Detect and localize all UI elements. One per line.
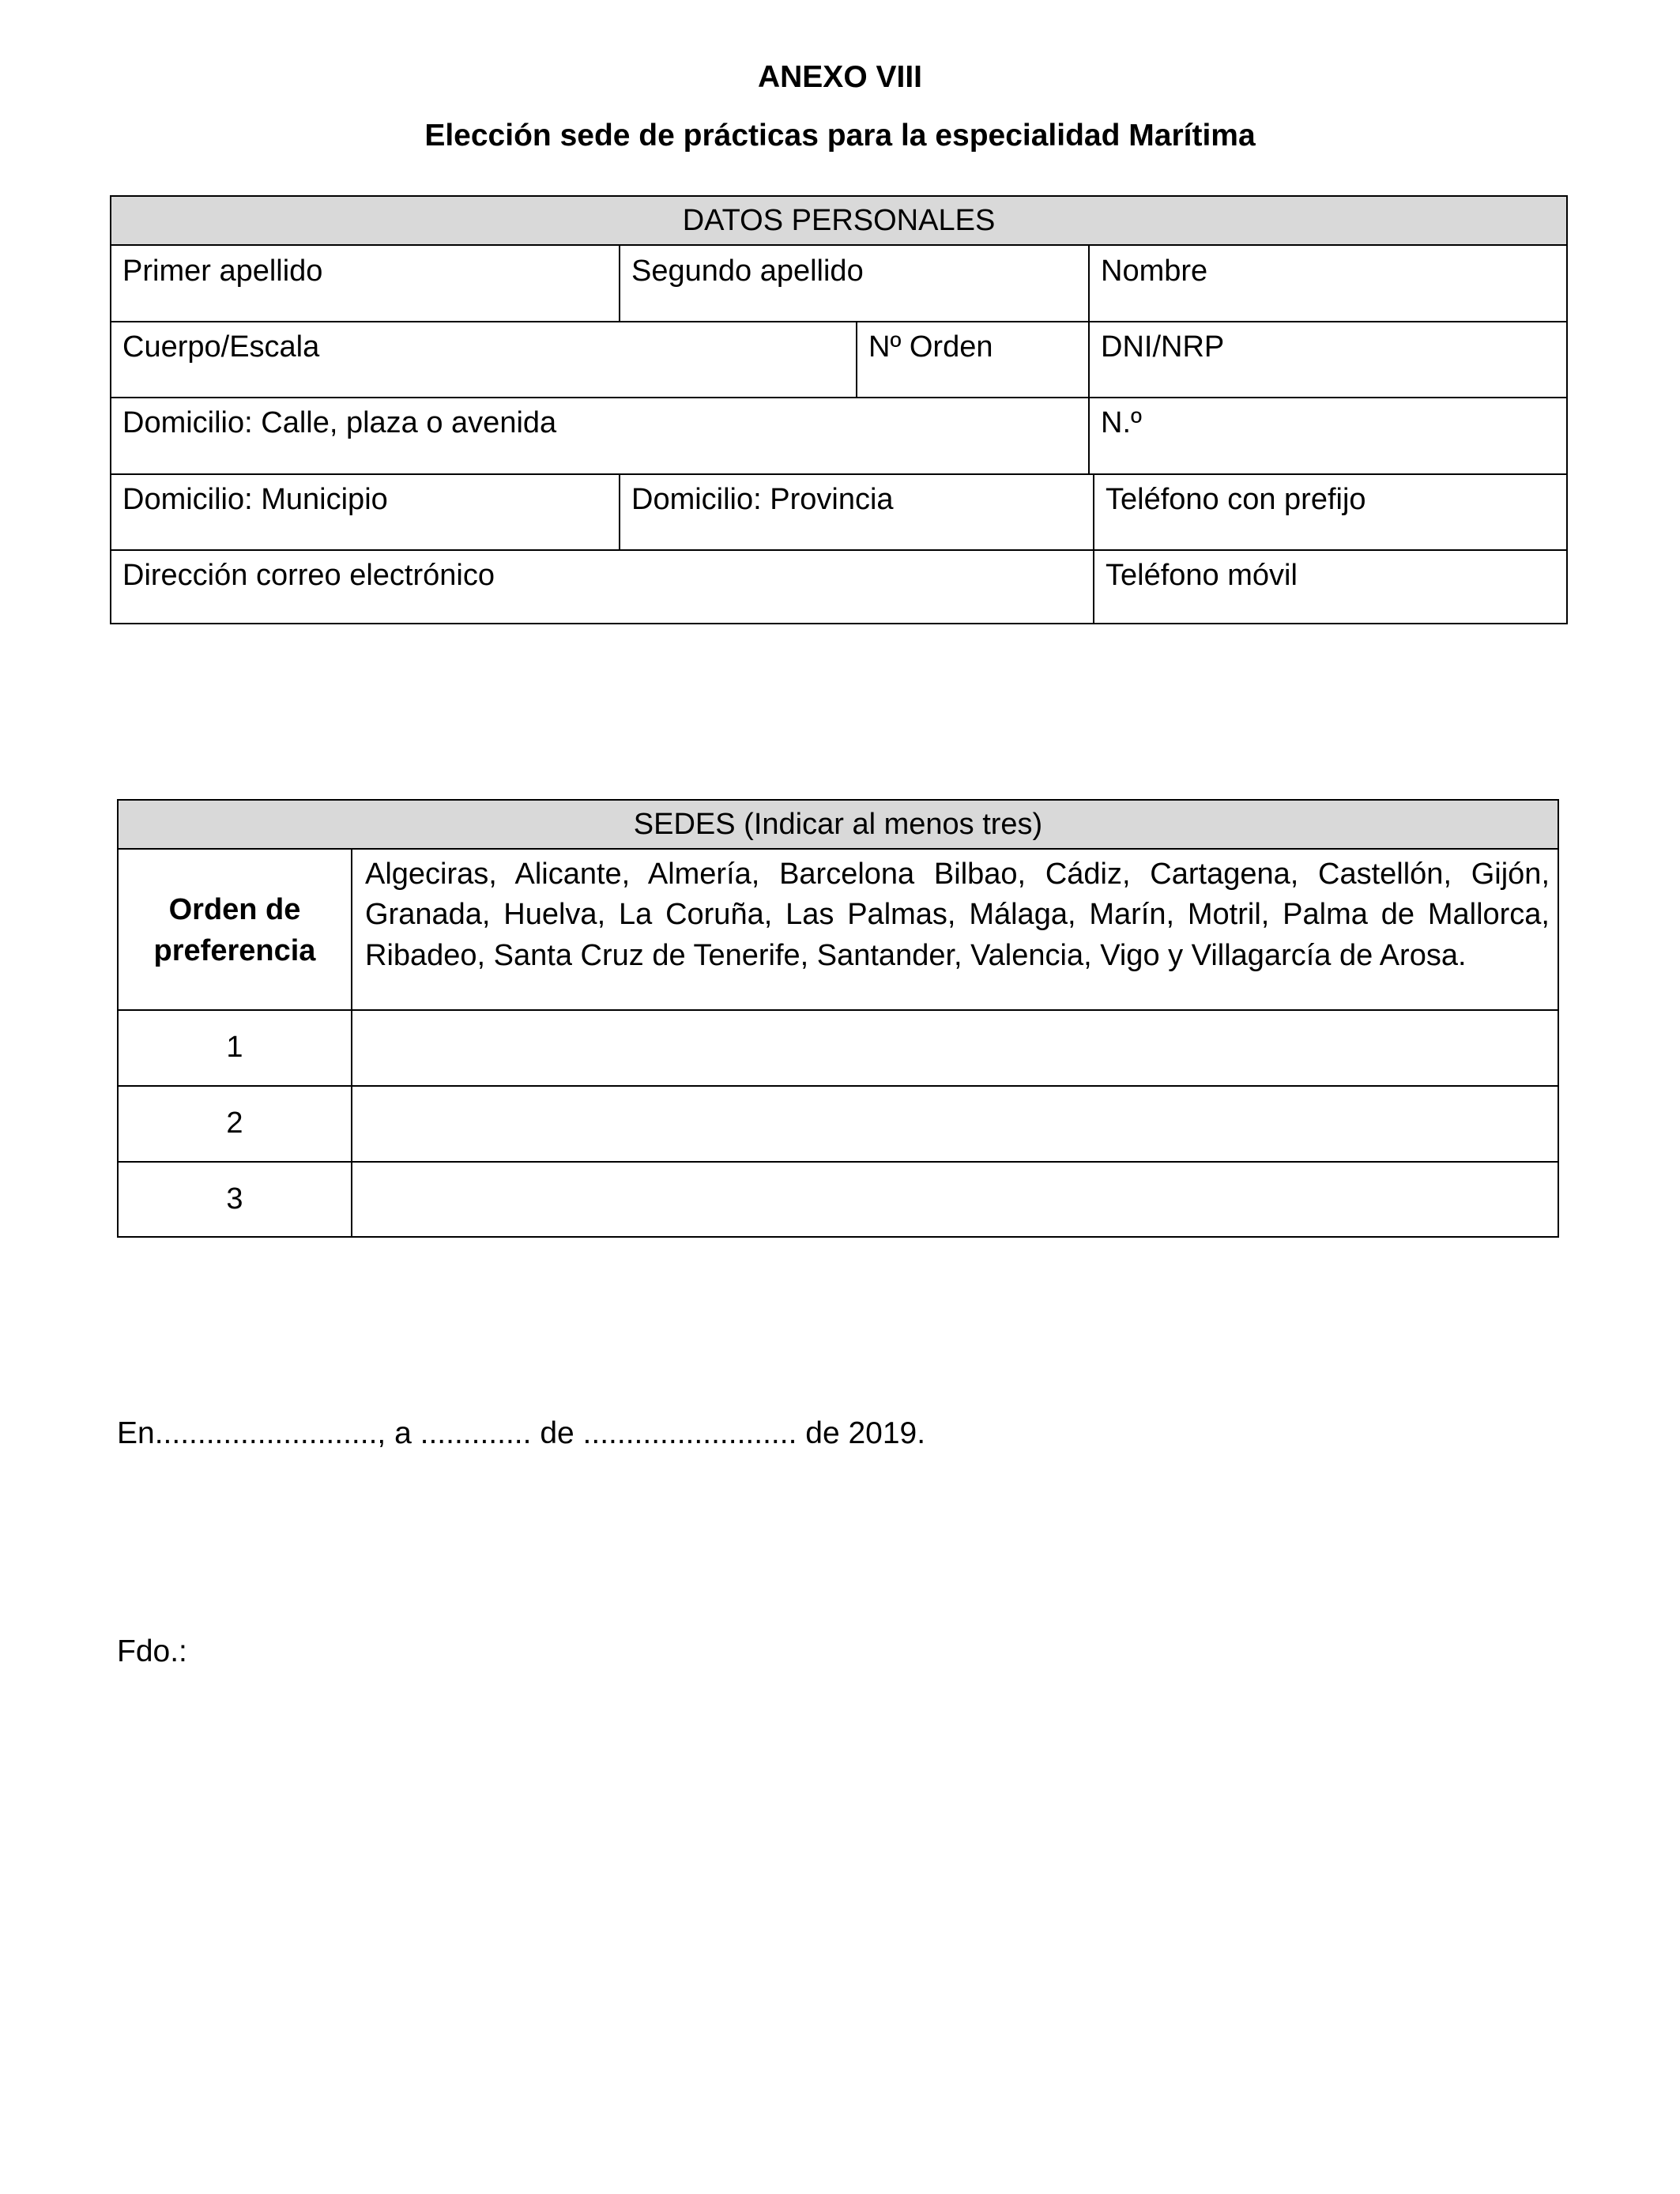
preference-2-field[interactable] bbox=[352, 1087, 1554, 1161]
provincia-field[interactable] bbox=[620, 474, 1093, 549]
orden-preferencia-line-1: Orden de bbox=[168, 893, 301, 926]
telefono-prefijo-field[interactable] bbox=[1094, 474, 1564, 549]
cuerpo-escala-field[interactable] bbox=[111, 322, 856, 397]
preference-number-2: 2 bbox=[226, 1106, 243, 1140]
municipio-label: Domicilio: Municipio bbox=[122, 483, 388, 516]
preference-number-1: 1 bbox=[226, 1031, 243, 1064]
numero-field[interactable] bbox=[1090, 398, 1564, 473]
correo-label: Dirección correo electrónico bbox=[122, 559, 495, 592]
orden-preferencia-heading bbox=[119, 850, 351, 1009]
place-date-line: En.........................., a ............. de ......................... de 2019. bbox=[117, 1416, 926, 1450]
dni-nrp-label: DNI/NRP bbox=[1101, 330, 1225, 364]
orden-preferencia-line-2: preferencia bbox=[153, 934, 316, 968]
numero-label: N.º bbox=[1101, 406, 1142, 439]
personal-data-header: DATOS PERSONALES bbox=[111, 197, 1566, 246]
municipio-field[interactable] bbox=[111, 474, 619, 549]
provincia-label: Domicilio: Provincia bbox=[631, 483, 894, 516]
correo-field[interactable] bbox=[111, 550, 1093, 623]
sedes-options-text: Algeciras, Alicante, Almería, Barcelona Bilbao, Cádiz, Cartagena, Castellón, Gijón, Granada, Huelva, La Coruña, Las Palmas, Málaga, Marín, Motril, Palma de Mallorca, Ribadeo, Santa Cruz de Tenerife, Santander, Valencia, Vigo y Villagarcía de Arosa. bbox=[365, 858, 1550, 972]
sedes-table bbox=[117, 799, 1559, 1238]
signature-label: Fdo.: bbox=[117, 1634, 187, 1668]
domicilio-calle-field[interactable] bbox=[111, 398, 1088, 473]
preference-1-field[interactable] bbox=[352, 1011, 1554, 1085]
segundo-apellido-field[interactable] bbox=[620, 246, 1088, 322]
telefono-movil-field[interactable] bbox=[1094, 550, 1564, 623]
preference-3-field[interactable] bbox=[352, 1163, 1554, 1236]
document-title: ANEXO VIII bbox=[757, 60, 923, 94]
dni-nrp-field[interactable] bbox=[1090, 322, 1564, 397]
primer-apellido-field[interactable] bbox=[111, 246, 619, 322]
domicilio-calle-label: Domicilio: Calle, plaza o avenida bbox=[122, 406, 557, 439]
document-subtitle: Elección sede de prácticas para la especialidad Marítima bbox=[424, 119, 1256, 153]
sedes-header: SEDES (Indicar al menos tres) bbox=[119, 801, 1558, 850]
preference-number-3: 3 bbox=[226, 1182, 243, 1216]
primer-apellido-label: Primer apellido bbox=[122, 254, 323, 288]
cuerpo-escala-label: Cuerpo/Escala bbox=[122, 330, 320, 364]
segundo-apellido-label: Segundo apellido bbox=[631, 254, 864, 288]
personal-data-table bbox=[110, 195, 1568, 624]
n-orden-field[interactable] bbox=[857, 322, 1088, 397]
n-orden-label: Nº Orden bbox=[868, 330, 993, 364]
telefono-movil-label: Teléfono móvil bbox=[1106, 559, 1298, 592]
telefono-prefijo-label: Teléfono con prefijo bbox=[1106, 483, 1366, 516]
nombre-label: Nombre bbox=[1101, 254, 1208, 288]
nombre-field[interactable] bbox=[1090, 246, 1564, 322]
